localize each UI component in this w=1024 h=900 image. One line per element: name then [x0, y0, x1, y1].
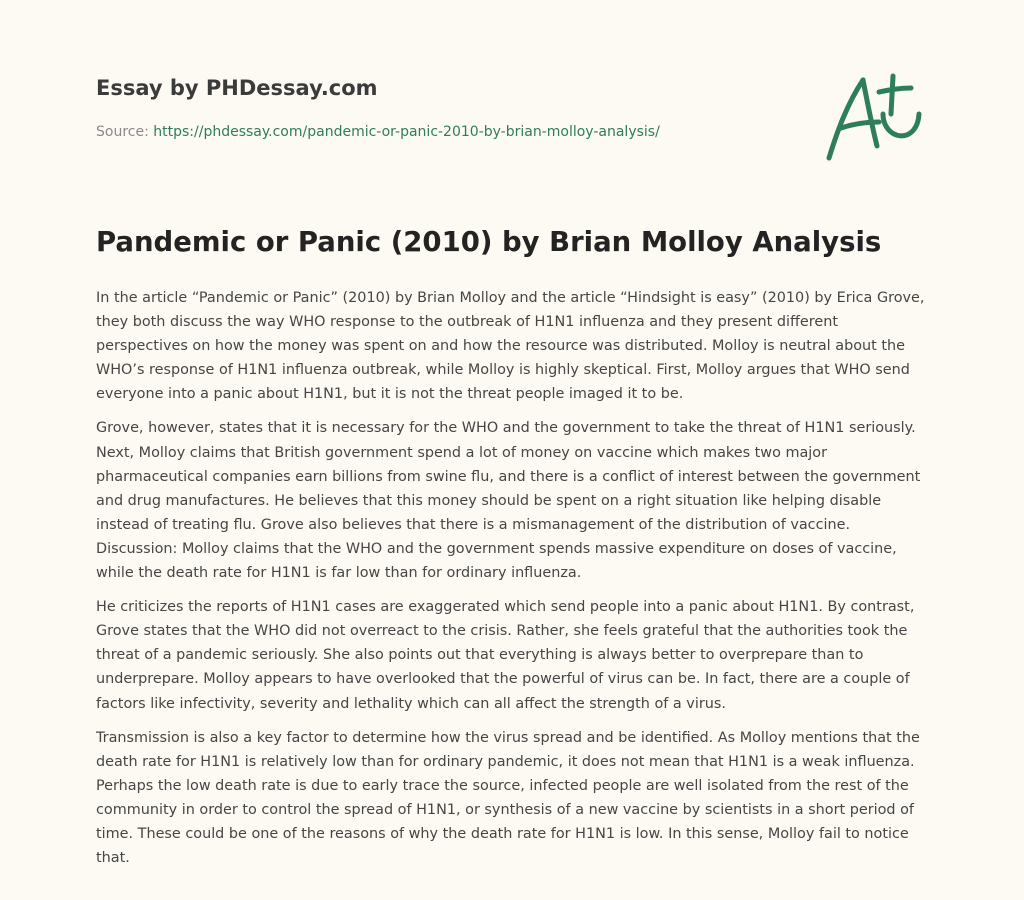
essay-title: Pandemic or Panic (2010) by Brian Molloy Analysis: [96, 226, 882, 258]
a-plus-grade-icon: [823, 70, 927, 162]
essay-paragraph: He criticizes the reports of H1N1 cases are exaggerated which send people into a panic about H1N1. By contrast, Grove states that the WHO did not overreact to the crisis. Rather, she feels grateful that the authorities took the threat of a pandemic seriously. She also points out that everything is always better to overprepare than to underprepare. Molloy appears to have overlooked that the powerful of virus can be. In fact, there are a couple of factors like infectivity, severity and lethality which can all affect the strength of a virus.: [96, 599, 915, 712]
essay-paragraph: Transmission is also a key factor to determine how the virus spread and be identified. As Molloy mentions that the death rate for H1N1 is relatively low than for ordinary pandemic, it does not mean that H1N1 is a weak influenza. Perhaps the low death rate is due to early trace the source, infected people are well isolated from the rest of the community in order to control the spread of H1N1, or synthesis of a new vaccine by scientists in a short period of time. These could be one of the reasons of why the death rate for H1N1 is low. In this sense, Molloy fail to notice that.: [96, 729, 920, 867]
essay-paragraph: In the article “Pandemic or Panic” (2010) by Brian Molloy and the article “Hindsight is easy” (2010) by Erica Grove, they both discuss the way WHO response to the outbreak of H1N1 influenza and they present different perspectives on how the money was spent on and how the resource was distributed. Molloy is neutral about the WHO’s response of H1N1 influenza outbreak, while Molloy is highly skeptical. First, Molloy argues that WHO send everyone into a panic about H1N1, but it is not the threat people imaged it to be.: [96, 290, 925, 403]
source-label: Source:: [96, 124, 149, 140]
site-title: Essay by PHDessay.com: [96, 76, 378, 100]
source-line: [96, 124, 660, 140]
essay-paragraph: Grove, however, states that it is necessary for the WHO and the government to take the threat of H1N1 seriously. Next, Molloy claims that British government spend a lot of money on vaccine which makes two major pharmaceutical companies earn billions from swine flu, and there is a conflict of interest between the government and drug manufactures. He believes that this money should be spent on a right situation like helping disable instead of treating flu. Grove also believes that there is a mismanagement of the distribution of vaccine. Discussion: Molloy claims that the WHO and the government spends massive expenditure on doses of vaccine, while the death rate for H1N1 is far low than for ordinary influenza.: [96, 420, 921, 582]
source-link[interactable]: https://phdessay.com/pandemic-or-panic-2010-by-brian-molloy-analysis/: [153, 124, 660, 140]
essay-body: [96, 286, 928, 880]
